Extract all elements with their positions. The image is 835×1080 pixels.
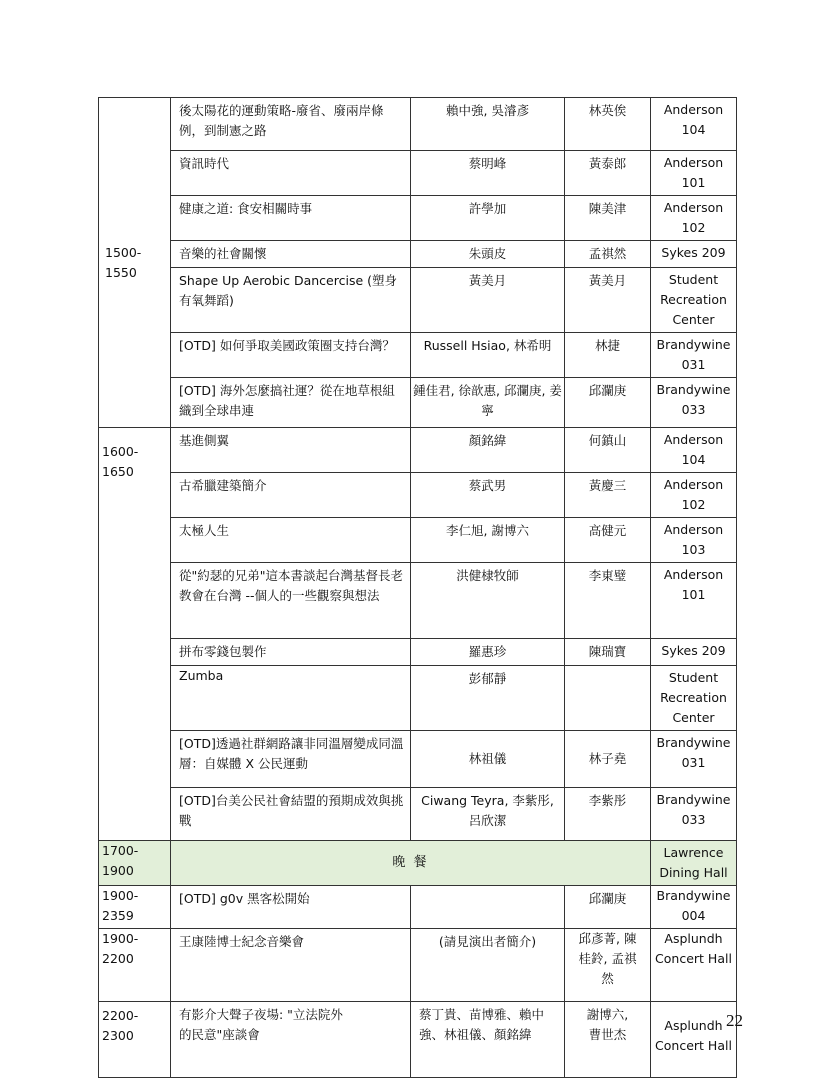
table-row	[99, 886, 737, 929]
room-cell: Brandywine 004	[651, 886, 737, 929]
page-number: 22	[726, 1011, 743, 1030]
topic-cell: [OTD] g0v 黑客松開始	[171, 886, 411, 929]
room-cell: Student Recreation Center	[651, 268, 737, 333]
host-cell: 邱瀾庚	[565, 886, 651, 929]
time-cell: 2200-2300	[99, 1002, 171, 1078]
time-cell: 1900-2359	[99, 886, 171, 929]
host-cell: 林英俟	[565, 98, 651, 151]
host-cell: 林子堯	[565, 731, 651, 788]
room-cell: Brandywine 033	[651, 378, 737, 428]
speaker-cell: 羅惠珍	[411, 639, 565, 666]
speaker-cell: 洪健棣牧師	[411, 563, 565, 639]
table-row	[99, 378, 737, 428]
topic-cell: [OTD]透過社群網路讓非同溫層變成同溫層：自媒體 X 公民運動	[171, 731, 411, 788]
table-row	[99, 473, 737, 518]
topic-cell: Zumba	[171, 666, 411, 731]
speaker-cell: 賴中強, 吳濬彥	[411, 98, 565, 151]
speaker-cell: Ciwang Teyra, 李紫彤, 呂欣潔	[411, 788, 565, 841]
time-cell: 1500-1550	[99, 98, 171, 428]
speaker-cell: 朱頭皮	[411, 241, 565, 268]
host-cell: 邱瀾庚	[565, 378, 651, 428]
topic-cell: 基進側翼	[171, 428, 411, 473]
speaker-cell: Russell Hsiao, 林希明	[411, 333, 565, 378]
host-cell: 李東璧	[565, 563, 651, 639]
table-row	[99, 151, 737, 196]
table-row	[99, 98, 737, 151]
host-cell: 李紫彤	[565, 788, 651, 841]
speaker-cell: 許學加	[411, 196, 565, 241]
speaker-cell: (請見演出者簡介)	[411, 929, 565, 1002]
topic-cell: [OTD] 如何爭取美國政策圈支持台灣？	[171, 333, 411, 378]
topic-cell: [OTD]台美公民社會結盟的預期成效與挑戰	[171, 788, 411, 841]
topic-cell: 從"約瑟的兄弟"這本書談起台灣基督長老教會在台灣 --個人的一些觀察與想法	[171, 563, 411, 639]
table-row	[99, 268, 737, 333]
room-cell: Brandywine 031	[651, 333, 737, 378]
room-cell: Anderson 101	[651, 563, 737, 639]
room-cell: Brandywine 031	[651, 731, 737, 788]
room-cell: Anderson 104	[651, 98, 737, 151]
topic-cell: 健康之道: 食安相關時事	[171, 196, 411, 241]
room-cell: Brandywine 033	[651, 788, 737, 841]
table-row	[99, 639, 737, 666]
table-row	[99, 666, 737, 731]
table-row-dinner	[99, 841, 737, 886]
host-cell: 邱彥菁, 陳桂鈴, 孟祺然	[565, 929, 651, 1002]
table-row	[99, 788, 737, 841]
room-cell: Student Recreation Center	[651, 666, 737, 731]
host-cell: 黃慶三	[565, 473, 651, 518]
topic-cell: [OTD] 海外怎麼搞社運？從在地草根組織到全球串連	[171, 378, 411, 428]
room-cell: Sykes 209	[651, 241, 737, 268]
topic-cell: 王康陸博士紀念音樂會	[171, 929, 411, 1002]
topic-cell: 資訊時代	[171, 151, 411, 196]
time-cell: 1600-1650	[99, 428, 171, 841]
speaker-cell: 林祖儀	[411, 731, 565, 788]
table-row	[99, 518, 737, 563]
host-cell: 謝博六, 曹世杰	[565, 1002, 651, 1078]
table-row	[99, 428, 737, 473]
room-cell: Asplundh Concert Hall	[651, 1002, 737, 1078]
speaker-cell: 李仁旭, 謝博六	[411, 518, 565, 563]
room-cell: Anderson 102	[651, 196, 737, 241]
room-cell: Anderson 103	[651, 518, 737, 563]
topic-cell: 有影介大聲子夜場: "立法院外的民意"座談會	[171, 1002, 411, 1078]
speaker-cell: 鍾佳君, 徐歆惠, 邱瀾庚, 姜寧	[411, 378, 565, 428]
speaker-cell: 黃美月	[411, 268, 565, 333]
host-cell: 林捷	[565, 333, 651, 378]
table-row	[99, 241, 737, 268]
host-cell: 陳瑞寶	[565, 639, 651, 666]
topic-cell: 後太陽花的運動策略-廢省、廢兩岸條例，到制憲之路	[171, 98, 411, 151]
topic-cell: Shape Up Aerobic Dancercise (塑身有氧舞蹈)	[171, 268, 411, 333]
table-row	[99, 333, 737, 378]
host-cell: 陳美津	[565, 196, 651, 241]
room-cell: Anderson 101	[651, 151, 737, 196]
host-cell: 孟祺然	[565, 241, 651, 268]
table-row	[99, 929, 737, 1002]
host-cell: 何鎮山	[565, 428, 651, 473]
speaker-cell: 蔡明峰	[411, 151, 565, 196]
table-row	[99, 1002, 737, 1078]
table-row	[99, 196, 737, 241]
table-row	[99, 731, 737, 788]
table-row	[99, 563, 737, 639]
topic-cell: 太極人生	[171, 518, 411, 563]
host-cell: 黃美月	[565, 268, 651, 333]
room-cell: Lawrence Dining Hall	[651, 841, 737, 886]
time-cell: 1900-2200	[99, 929, 171, 1002]
room-cell: Anderson 104	[651, 428, 737, 473]
host-cell: 黃泰郎	[565, 151, 651, 196]
room-cell: Anderson 102	[651, 473, 737, 518]
host-cell: 高健元	[565, 518, 651, 563]
room-cell: Sykes 209	[651, 639, 737, 666]
host-cell	[565, 666, 651, 731]
topic-cell: 音樂的社會關懷	[171, 241, 411, 268]
schedule-table	[98, 97, 737, 1078]
speaker-cell: 蔡武男	[411, 473, 565, 518]
time-cell: 1700-1900	[99, 841, 171, 886]
speaker-cell	[411, 886, 565, 929]
speaker-cell: 顏銘緯	[411, 428, 565, 473]
speaker-cell: 彭郁靜	[411, 666, 565, 731]
dinner-label: 晚 餐	[171, 841, 651, 886]
room-cell: Asplundh Concert Hall	[651, 929, 737, 1002]
topic-cell: 拼布零錢包製作	[171, 639, 411, 666]
topic-cell: 古希臘建築簡介	[171, 473, 411, 518]
speaker-cell: 蔡丁貴、苗博雅、賴中強、林祖儀、顏銘緯	[411, 1002, 565, 1078]
